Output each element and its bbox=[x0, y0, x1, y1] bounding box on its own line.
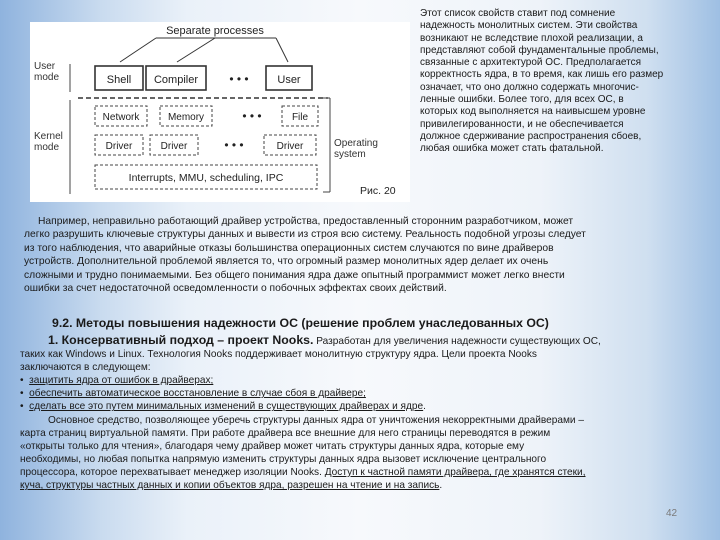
para-line-underlined: Доступ к частной памяти драйвера, где хранятся стеки, bbox=[324, 466, 586, 478]
para-line: Основное средство, позволяющее уберечь структуры данных ядра от уничтожения некорректными драйверами – bbox=[48, 414, 584, 426]
side-line: корректность ядра, в то время, как лишь его размер bbox=[420, 69, 664, 81]
side-line: привилегированности, и не обеспечивается bbox=[420, 118, 624, 130]
architecture-figure bbox=[30, 22, 410, 202]
para-line: устройств. Дополнительной проблемой является то, что огромный размер монолитных ядер делает их очень bbox=[24, 256, 549, 268]
driver-label-2: Driver bbox=[160, 141, 188, 152]
paragraph-drivers bbox=[24, 215, 696, 295]
final-period: . bbox=[439, 480, 443, 492]
para-line: процессора, которое перехватывает менеджер изоляции Nooks. bbox=[20, 466, 322, 478]
os-label-1: Operating bbox=[334, 138, 378, 149]
side-line: любая ошибка может стать фатальной. bbox=[420, 143, 604, 155]
para-line: карта страниц виртуальной памяти. При работе драйвера все внешние для него страницы переводятся в режим bbox=[20, 427, 551, 439]
para-line: необходимы, но любая попытка напрямую изменить структуры данных ядра вызовет исключение центрального bbox=[20, 453, 547, 465]
file-label: File bbox=[291, 112, 309, 123]
goal-item bbox=[20, 374, 700, 387]
para-line: из того наблюдения, что аварийные отказы большинства операционных систем случаются по вине драйверов bbox=[24, 242, 554, 254]
user-mode-label-2: mode bbox=[34, 72, 60, 83]
side-line: Этот список свойств ставит под сомнение bbox=[420, 8, 616, 19]
os-label-2: system bbox=[334, 149, 366, 160]
kernel-core-label: Interrupts, MMU, scheduling, IPC bbox=[128, 172, 284, 184]
bullet: • bbox=[20, 388, 24, 400]
compiler-label: Compiler bbox=[153, 74, 199, 86]
side-line: которых код выполняется на наивысшем уровне bbox=[420, 106, 646, 118]
goal-text: сделать все это путем минимальных изменений в существующих драйверах и ядре bbox=[29, 401, 424, 413]
side-line: должное сдерживание распространения сбоев, bbox=[420, 130, 642, 142]
side-line: означает, что оно должно содержать многочис- bbox=[420, 81, 639, 93]
nooks-subheading: 1. Консервативный подход – проект Nooks. bbox=[48, 333, 314, 347]
goal-text: защитить ядра от ошибок в драйверах; bbox=[29, 375, 214, 387]
row2-ellipsis: • • • bbox=[242, 109, 262, 123]
para-line: заключаются в следующем: bbox=[20, 362, 151, 374]
network-label: Network bbox=[102, 112, 140, 123]
goal-item bbox=[20, 400, 700, 413]
kernel-mode-label-1: Kernel bbox=[34, 131, 63, 142]
para-line-underlined: куча, структуры частных данных и копии объектов ядра, разрешен на чтение и на запись bbox=[20, 480, 440, 492]
para-line: таких как Windows и Linux. Технология Nooks поддерживает монолитную структуру ядра. Цели проекта Nooks bbox=[20, 349, 537, 361]
kernel-mode-label-2: mode bbox=[34, 142, 60, 153]
bullet: • bbox=[20, 375, 24, 387]
section-heading: 9.2. Методы повышения надежности ОС (решение проблем унаследованных ОС) bbox=[52, 316, 549, 330]
side-line: возникают не вследствие плохой реализации, а bbox=[420, 32, 643, 44]
nooks-section bbox=[20, 334, 700, 492]
figure-title: Separate processes bbox=[166, 25, 264, 37]
user-mode-label-1: User bbox=[34, 61, 56, 72]
para-line: Например, неправильно работающий драйвер устройства, предоставленный сторонним разработчиком, может bbox=[38, 216, 574, 227]
page-number: 42 bbox=[666, 508, 678, 519]
para-line: легко разрушить ключевые структуры данных и вывести из строя всю систему. Реальность подобной угрозы следует bbox=[24, 229, 586, 241]
side-line: представляют собой фундаментальные проблемы, bbox=[420, 44, 659, 56]
side-line: ленные ошибки. Более того, для всех ОС, в bbox=[420, 94, 624, 106]
goal-text: обеспечить автоматическое восстановление в случае сбоя в драйвере; bbox=[29, 388, 366, 400]
row3-ellipsis: • • • bbox=[224, 138, 244, 152]
row1-ellipsis: • • • bbox=[229, 72, 249, 86]
goal-item bbox=[20, 387, 700, 400]
user-label: User bbox=[277, 74, 301, 86]
figure-caption: Рис. 20 bbox=[360, 185, 396, 197]
side-line: надежность монолитных систем. Эти свойства bbox=[420, 20, 638, 32]
para-line: «открыты только для чтения», благодаря чему драйвер может читать структуры данных ядра, которые ему bbox=[20, 440, 525, 452]
goal-period: . bbox=[423, 401, 426, 413]
driver-label-3: Driver bbox=[276, 141, 304, 152]
nooks-intro-first: Разработан для увеличения надежности существующих ОС, bbox=[316, 336, 601, 347]
memory-label: Memory bbox=[167, 112, 205, 123]
side-line: связанные с архитектурой ОС. Предполагается bbox=[420, 57, 642, 69]
monolithic-os-diagram bbox=[30, 22, 410, 202]
shell-label: Shell bbox=[106, 74, 132, 86]
side-paragraph bbox=[420, 8, 712, 156]
para-line: сложными и трудно понимаемыми. Без общего понимания ядра даже опытный программист может легко внести bbox=[24, 269, 565, 281]
bullet: • bbox=[20, 401, 24, 413]
driver-label-1: Driver bbox=[105, 141, 133, 152]
para-line: ошибки за счет недостаточной осведомленности о побочных эффектах своих действий. bbox=[24, 283, 447, 295]
